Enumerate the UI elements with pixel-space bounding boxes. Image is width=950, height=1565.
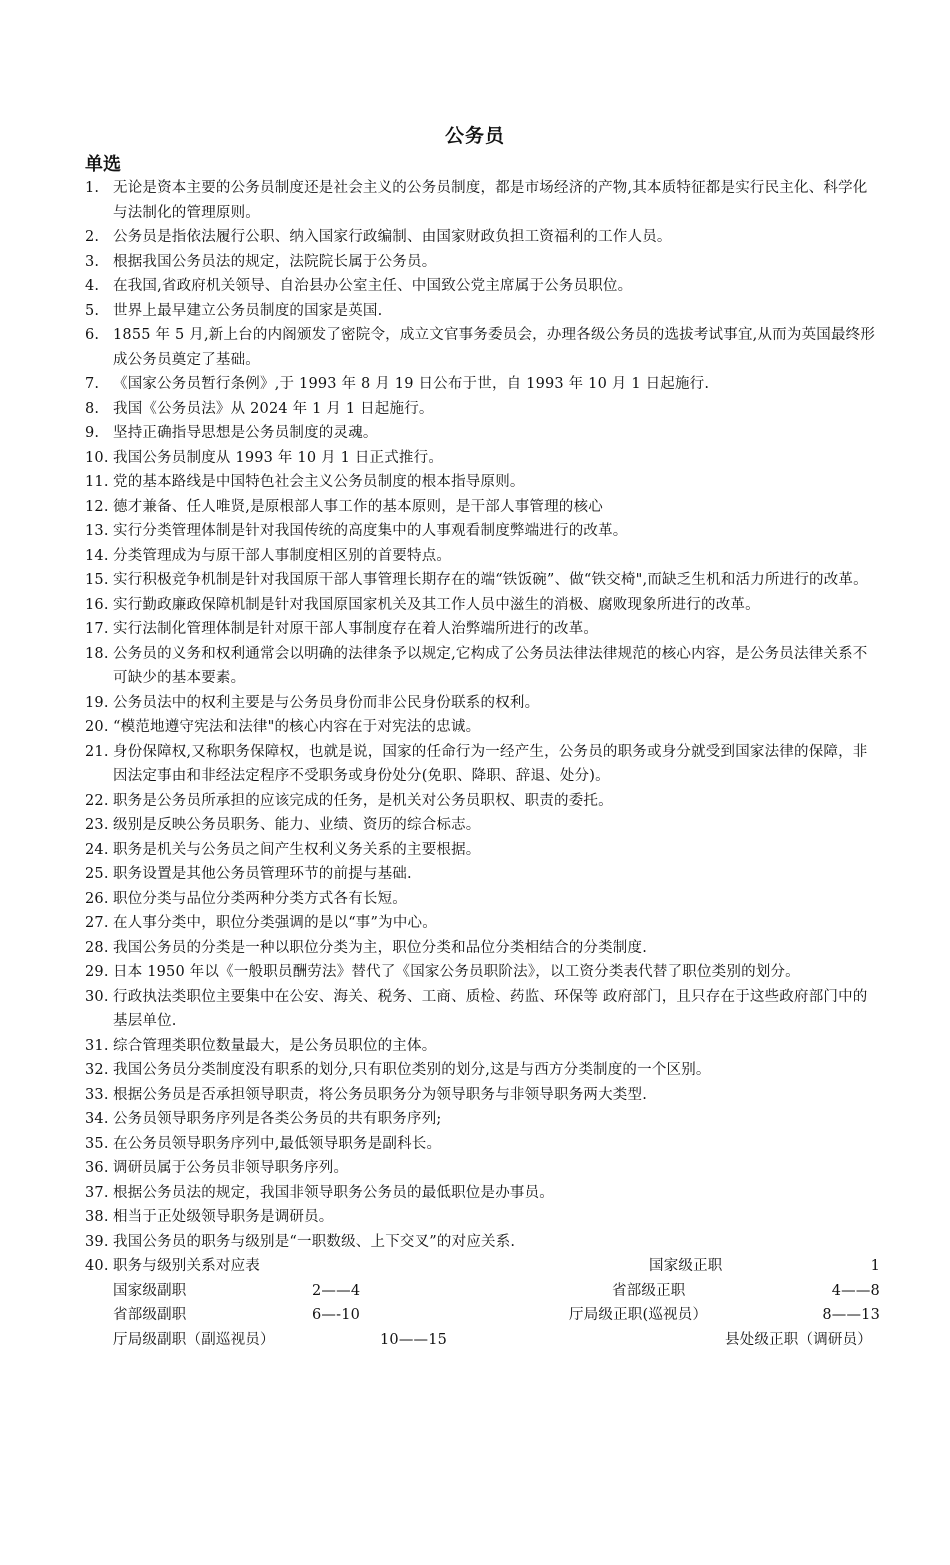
list-item [85, 838, 880, 863]
item-text: 实行积极竞争机制是针对我国原干部人事管理长期存在的端“铁饭碗”、做“铁交椅",而缺乏生机和活力所进行的改革。 [113, 572, 868, 588]
item-text: “模范地遵守宪法和法律"的核心内容在于对宪法的忠诚。 [113, 719, 481, 735]
document-title: 公务员 [444, 125, 505, 147]
item-text: 公务员法中的权利主要是与公务员身份而非公民身份联系的权利。 [113, 694, 540, 711]
item-text: 德才兼备、任人唯贤,是原根部人事工作的基本原则，是干部人事管理的核心 [113, 498, 603, 515]
item-text: 在人事分类中，职位分类强调的是以“事”为中心。 [113, 915, 437, 931]
list-item [85, 911, 880, 936]
item-text: 我国公务员的分类是一种以职位分类为主，职位分类和品位分类相结合的分类制度. [113, 939, 648, 956]
section-heading: 单选 [85, 154, 121, 175]
item-text: 相当于正处级领导职务是调研员。 [113, 1209, 334, 1225]
list-item [85, 593, 880, 618]
item-number: 24. [85, 841, 109, 858]
table-cell-label: 县处级正职（调研员） [725, 1331, 872, 1348]
list-item [85, 1058, 880, 1083]
item-number: 11. [85, 474, 109, 490]
item-text: 《国家公务员暂行条例》,于 1993 年 8 月 19 日公布于世，自 1993 年 10 月 1 日起施行. [113, 376, 710, 392]
item-number: 6. [85, 327, 100, 343]
item-number: 16. [85, 596, 109, 613]
item-text: 实行法制化管理体制是针对原干部人事制度存在着人治弊端所进行的改革。 [113, 621, 599, 637]
table-cell-label: 省部级正职 [612, 1282, 686, 1299]
table-cell-label: 国家级正职 [649, 1258, 723, 1274]
table-cell-label: 厅局级正职(巡视员） [569, 1307, 708, 1323]
list-item [85, 397, 880, 422]
item-number: 23. [85, 817, 109, 833]
item-text: 根据我国公务员法的规定，法院院长属于公务员。 [113, 253, 437, 270]
item-number: 27. [85, 915, 109, 931]
item-number: 34. [85, 1111, 109, 1127]
item-number: 10. [85, 449, 109, 466]
list-item [85, 225, 880, 250]
item-number: 19. [85, 694, 109, 711]
item-text: 世界上最早建立公务员制度的国家是英国. [113, 302, 383, 319]
item-text: 行政执法类职位主要集中在公安、海关、税务、工商、质检、药监、环保等 政府部门，且只存在于这些政府部门中的基层单位. [113, 988, 868, 1029]
item-text: 身份保障权,又称职务保障权，也就是说，国家的任命行为一经产生，公务员的职务或身分就受到国家法律的保障，非因法定事由和非经法定程序不受职务或身份处分(免职、降职、辞退、处分)。 [113, 743, 868, 784]
table-cell-label: 国家级副职 [113, 1282, 187, 1299]
item-text: 坚持正确指导思想是公务员制度的灵魂。 [113, 425, 378, 441]
list-item [85, 617, 880, 642]
list-item [85, 1083, 880, 1108]
item-text: 调研员属于公务员非领导职务序列。 [113, 1160, 349, 1176]
item-text: 职务是机关与公务员之间产生权利义务关系的主要根据。 [113, 841, 481, 858]
list-item [85, 642, 880, 691]
item-text: 职务设置是其他公务员管理环节的前提与基础. [113, 866, 412, 882]
item-text: 根据公务员法的规定，我国非领导职务公务员的最低职位是办事员。 [113, 1184, 554, 1201]
table-cell-value: 10——15 [380, 1331, 448, 1348]
list-item [85, 250, 880, 275]
list-item [85, 519, 880, 544]
table-cell-value: 4——8 [831, 1282, 880, 1299]
item-text: 实行勤政廉政保障机制是针对我国原国家机关及其工作人员中滋生的消极、腐败现象所进行的改革。 [113, 596, 760, 613]
item-text: 职务是公务员所承担的应该完成的任务，是机关对公务员职权、职责的委托。 [113, 792, 613, 809]
table-cell-label: 省部级副职 [113, 1307, 187, 1323]
list-item [85, 985, 880, 1034]
item-text: 日本 1950 年以《一般职员酬劳法》替代了《国家公务员职阶法》，以工资分类表代替了职位类别的划分。 [113, 964, 800, 980]
item-text: 公务员是指依法履行公职、纳入国家行政编制、由国家财政负担工资福利的工作人员。 [113, 229, 672, 245]
item-text: 党的基本路线是中国特色社会主义公务员制度的根本指导原则。 [113, 474, 525, 490]
list-item [85, 421, 880, 446]
item-text: 我国《公务员法》从 2024 年 1 月 1 日起施行。 [113, 400, 434, 417]
item-number: 15. [85, 572, 109, 588]
item-number: 8. [85, 400, 100, 417]
item-text: 综合管理类职位数量最大，是公务员职位的主体。 [113, 1037, 437, 1054]
list-item [85, 299, 880, 324]
table-cell-value: 2——4 [312, 1282, 361, 1299]
item-number: 17. [85, 621, 109, 637]
item-number: 25. [85, 866, 109, 882]
item-number: 2. [85, 229, 100, 245]
list-item [85, 1034, 880, 1059]
list-item [85, 740, 880, 789]
item-text: 我国公务员的职务与级别是“一职数级、上下交叉”的对应关系. [113, 1233, 516, 1250]
list-item [85, 887, 880, 912]
item-number: 12. [85, 498, 109, 515]
item-number: 37. [85, 1184, 109, 1201]
list-item [85, 1230, 880, 1255]
item-number: 20. [85, 719, 109, 735]
item-number: 22. [85, 792, 109, 809]
list-item [85, 936, 880, 961]
table-cell-value: 8——13 [822, 1307, 880, 1323]
item-text: 职位分类与品位分类两种分类方式各有长短。 [113, 890, 407, 907]
list-item [85, 176, 880, 225]
item-number: 35. [85, 1135, 109, 1152]
list-item [85, 568, 880, 593]
list-item [85, 544, 880, 569]
item-number: 28. [85, 939, 109, 956]
list-item [85, 323, 880, 372]
item-text: 在公务员领导职务序列中,最低领导职务是副科长。 [113, 1135, 442, 1152]
list-item [85, 470, 880, 495]
list-item [85, 1205, 880, 1230]
list-item [85, 789, 880, 814]
list-item [85, 372, 880, 397]
item-number: 30. [85, 988, 109, 1005]
table-cell-value: 6—-10 [312, 1307, 361, 1323]
item-number: 7. [85, 376, 100, 392]
list-item [85, 1181, 880, 1206]
item-number: 31. [85, 1037, 109, 1054]
item-number: 18. [85, 645, 109, 662]
table-caption: 职务与级别关系对应表 [113, 1258, 260, 1274]
list-item [85, 1107, 880, 1132]
item-number: 26. [85, 890, 109, 907]
list-item [85, 1156, 880, 1181]
list-item [85, 715, 880, 740]
item-number: 36. [85, 1160, 109, 1176]
item-number: 21. [85, 743, 109, 760]
table-cell-value: 1 [870, 1258, 880, 1274]
item-text: 在我国,省政府机关领导、自治县办公室主任、中国致公党主席属于公务员职位。 [113, 278, 633, 294]
item-number: 40. [85, 1258, 109, 1274]
item-number: 33. [85, 1086, 109, 1103]
item-number: 5. [85, 302, 100, 319]
item-number: 39. [85, 1233, 109, 1250]
item-number: 29. [85, 964, 109, 980]
list-item-40 [85, 1254, 880, 1352]
list-item [85, 813, 880, 838]
item-text: 无论是资本主要的公务员制度还是社会主义的公务员制度，都是市场经济的产物,其本质特征都是实行民主化、科学化与法制化的管理原则。 [113, 180, 868, 221]
item-number: 4. [85, 278, 100, 294]
item-text: 实行分类管理体制是针对我国传统的高度集中的人事观看制度弊端进行的改革。 [113, 523, 628, 539]
item-text: 根据公务员是否承担领导职责，将公务员职务分为领导职务与非领导职务两大类型. [113, 1086, 648, 1103]
item-text: 我国公务员分类制度没有职系的划分,只有职位类别的划分,这是与西方分类制度的一个区别。 [113, 1062, 711, 1078]
item-number: 1. [85, 180, 100, 196]
list-item [85, 495, 880, 520]
question-list [85, 176, 880, 1352]
item-text: 我国公务员制度从 1993 年 10 月 1 日正式推行。 [113, 449, 444, 466]
list-item [85, 960, 880, 985]
list-item [85, 274, 880, 299]
item-number: 32. [85, 1062, 109, 1078]
item-text: 公务员领导职务序列是各类公务员的共有职务序列; [113, 1111, 442, 1127]
item-number: 3. [85, 253, 100, 270]
item-number: 14. [85, 547, 109, 564]
item-text: 级别是反映公务员职务、能力、业绩、资历的综合标志。 [113, 817, 481, 833]
item-number: 13. [85, 523, 109, 539]
list-item [85, 862, 880, 887]
list-item [85, 446, 880, 471]
item-number: 38. [85, 1209, 109, 1225]
list-item [85, 691, 880, 716]
item-number: 9. [85, 425, 100, 441]
rank-table [113, 1254, 880, 1352]
list-item [85, 1132, 880, 1157]
item-text: 1855 年 5 月,新上台的内阁颁发了密院令，成立文官事务委员会，办理各级公务员的选拔考试事宜,从而为英国最终形成公务员奠定了基础。 [113, 327, 876, 368]
item-text: 公务员的义务和权利通常会以明确的法律条予以规定,它构成了公务员法律法律规范的核心内容，是公务员法律关系不可缺少的基本要素。 [113, 645, 868, 686]
item-text: 分类管理成为与原干部人事制度相区别的首要特点。 [113, 547, 452, 564]
table-cell-label: 厅局级副职（副巡视员） [113, 1331, 275, 1348]
